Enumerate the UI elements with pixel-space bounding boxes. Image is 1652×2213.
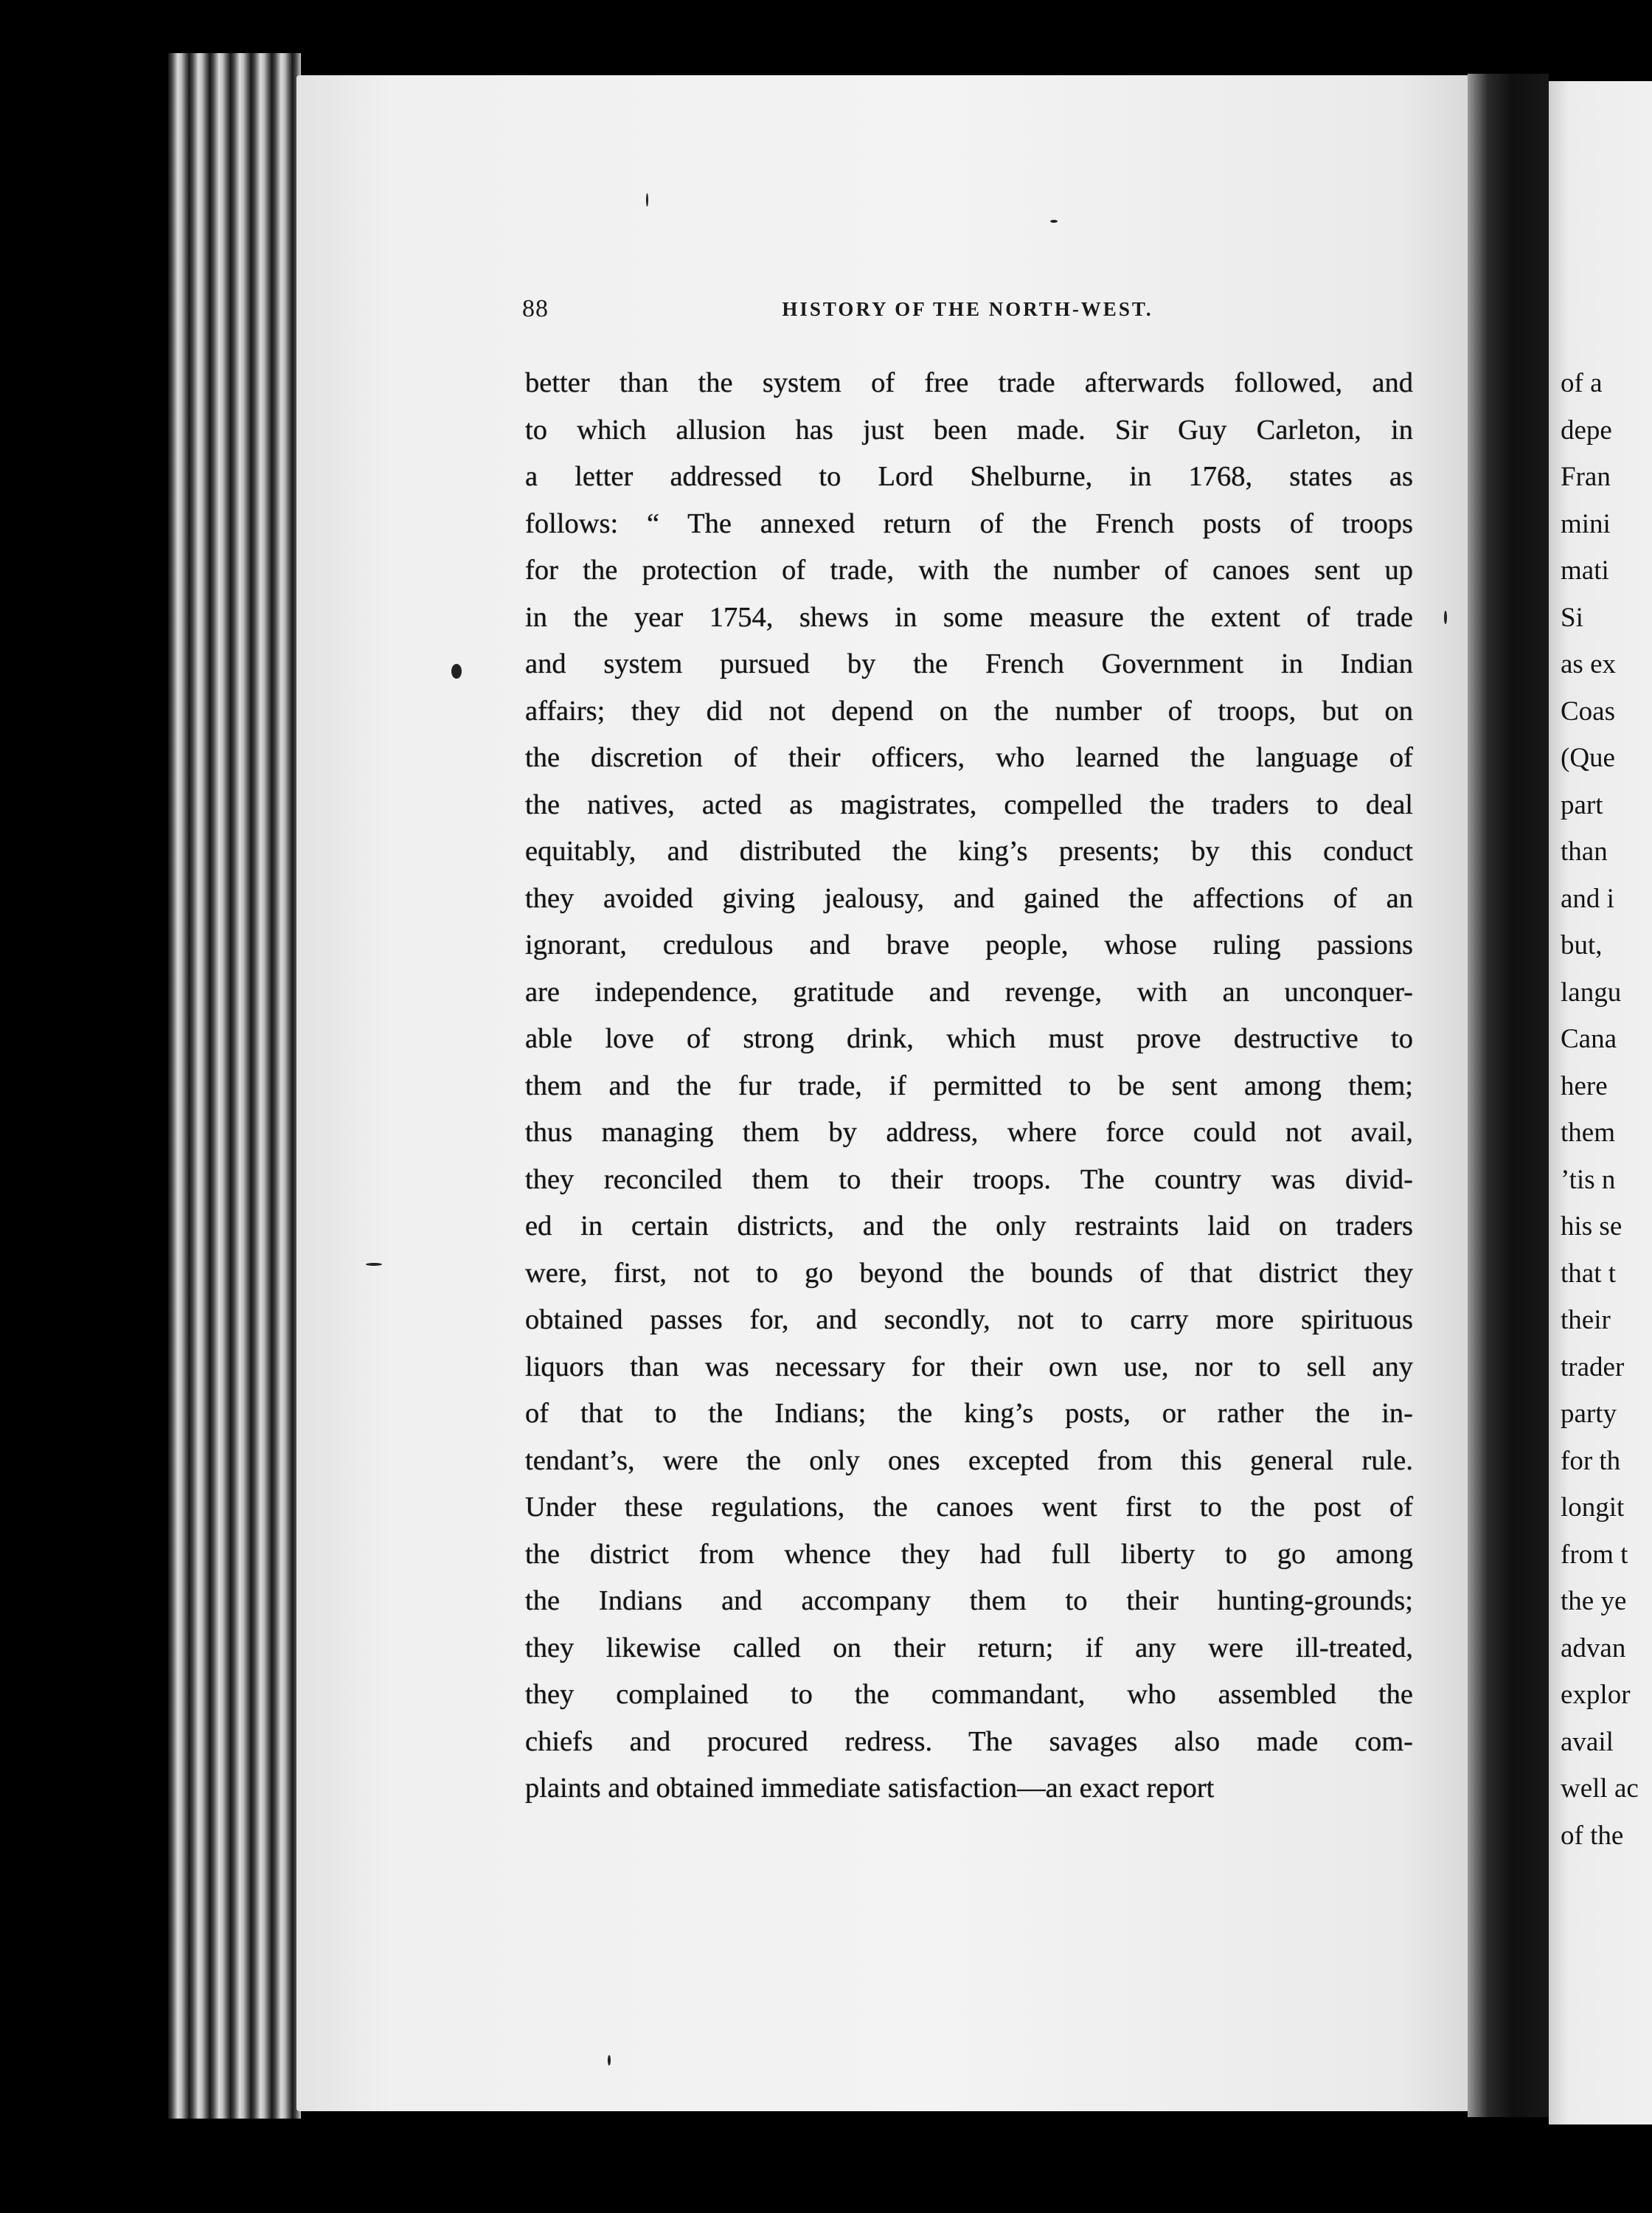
- facing-text-line: than: [1561, 837, 1608, 867]
- facing-text-line: for th: [1561, 1445, 1621, 1476]
- text-line: they likewise called on their return; if any were ill-treated,: [525, 1632, 1413, 1663]
- text-line: ignorant, credulous and brave people, whose ruling passions: [525, 929, 1413, 960]
- facing-text-line: but,: [1561, 930, 1603, 960]
- text-line: plaints and obtained immediate satisfaction—an exact report: [525, 1773, 1215, 1804]
- scan-speck: [1050, 220, 1058, 223]
- text-line: they reconciled them to their troops. The country was divid-: [525, 1163, 1413, 1195]
- text-line: for the protection of trade, with the number of canoes sent up: [525, 555, 1413, 586]
- book-gutter: [1468, 74, 1549, 2117]
- facing-text-line: and i: [1561, 883, 1614, 914]
- facing-text-line: the ye: [1561, 1586, 1627, 1616]
- scan-speck: [1444, 611, 1447, 624]
- text-line: to which allusion has just been made. Sir Guy Carleton, in: [525, 414, 1413, 446]
- facing-text-line: part: [1561, 789, 1603, 820]
- text-line: they complained to the commandant, who assembled the: [525, 1679, 1413, 1710]
- text-line: better than the system of free trade afterwards followed, and: [525, 367, 1413, 398]
- facing-text-line: explor: [1561, 1680, 1631, 1710]
- text-line: the natives, acted as magistrates, compelled the traders to deal: [525, 789, 1413, 820]
- page-edges: [168, 53, 301, 2119]
- text-line: they avoided giving jealousy, and gained the affections of an: [525, 882, 1413, 914]
- facing-text-line: avail: [1561, 1726, 1614, 1757]
- facing-text-line: mati: [1561, 555, 1609, 586]
- facing-text-line: (Que: [1561, 743, 1615, 773]
- text-line: of that to the Indians; the king’s posts, or rather the in-: [525, 1398, 1413, 1429]
- body-text: [525, 360, 1413, 1812]
- running-head: HISTORY OF THE NORTH-WEST.: [782, 298, 1153, 320]
- facing-text-line: party: [1561, 1399, 1617, 1429]
- facing-text-line: Coas: [1561, 696, 1615, 727]
- text-line: the discretion of their officers, who learned the language of: [525, 742, 1413, 773]
- text-line: affairs; they did not depend on the number of troops, but on: [525, 695, 1413, 727]
- text-line: them and the fur trade, if permitted to be sent among them;: [525, 1070, 1413, 1101]
- facing-text-line: mini: [1561, 508, 1611, 539]
- text-line: Under these regulations, the canoes went first to the post of: [525, 1492, 1413, 1523]
- facing-text-line: trader: [1561, 1351, 1625, 1382]
- facing-text-line: depe: [1561, 415, 1612, 446]
- scan-speck: [366, 1263, 382, 1266]
- text-line: obtained passes for, and secondly, not to carry more spirituous: [525, 1304, 1413, 1335]
- text-line: chiefs and procured redress. The savages also made com-: [525, 1725, 1413, 1757]
- text-line: a letter addressed to Lord Shelburne, in 1768, states as: [525, 461, 1413, 492]
- text-line: the Indians and accompany them to their hunting-grounds;: [525, 1585, 1413, 1616]
- text-line: the district from whence they had full liberty to go among: [525, 1538, 1413, 1570]
- facing-text-line: Si: [1561, 602, 1583, 633]
- text-line: thus managing them by address, where force could not avail,: [525, 1117, 1413, 1148]
- facing-text-line: of a: [1561, 368, 1603, 398]
- facing-text-line: from t: [1561, 1539, 1628, 1570]
- page-number: 88: [522, 295, 549, 322]
- facing-text-line: well ac: [1561, 1773, 1639, 1804]
- facing-text-line: Cana: [1561, 1024, 1617, 1054]
- scan-speck: [646, 193, 648, 207]
- text-line: ed in certain districts, and the only restraints laid on traders: [525, 1211, 1413, 1241]
- text-line: equitably, and distributed the king’s presents; by this conduct: [525, 836, 1413, 867]
- text-line: able love of strong drink, which must prove destructive to: [525, 1023, 1413, 1054]
- facing-text-line: Fran: [1561, 462, 1611, 492]
- scan-speck: [451, 664, 462, 679]
- text-line: follows: “ The annexed return of the French posts of troops: [525, 508, 1413, 539]
- text-line: in the year 1754, shews in some measure the extent of trade: [525, 601, 1413, 633]
- facing-text-line: his se: [1561, 1211, 1622, 1241]
- facing-text-line: advan: [1561, 1632, 1626, 1663]
- text-line: are independence, gratitude and revenge, with an unconquer-: [525, 976, 1413, 1008]
- facing-page-text: [1561, 360, 1652, 1859]
- page-header: [522, 295, 1413, 339]
- text-line: and system pursued by the French Government in Indian: [525, 648, 1413, 679]
- facing-text-line: as ex: [1561, 649, 1616, 679]
- facing-text-line: them: [1561, 1118, 1615, 1148]
- text-line: tendant’s, were the only ones excepted from this general rule.: [525, 1444, 1413, 1476]
- facing-text-line: here: [1561, 1070, 1608, 1101]
- text-line: were, first, not to go beyond the bounds of that district they: [525, 1257, 1413, 1289]
- facing-text-line: longit: [1561, 1492, 1625, 1523]
- facing-text-line: langu: [1561, 977, 1622, 1008]
- text-line: liquors than was necessary for their own use, nor to sell any: [525, 1351, 1413, 1382]
- facing-text-line: their: [1561, 1305, 1611, 1335]
- facing-text-line: of the: [1561, 1820, 1624, 1851]
- scan-speck: [608, 2055, 611, 2065]
- facing-text-line: ’tis n: [1561, 1164, 1616, 1195]
- facing-text-line: that t: [1561, 1258, 1617, 1289]
